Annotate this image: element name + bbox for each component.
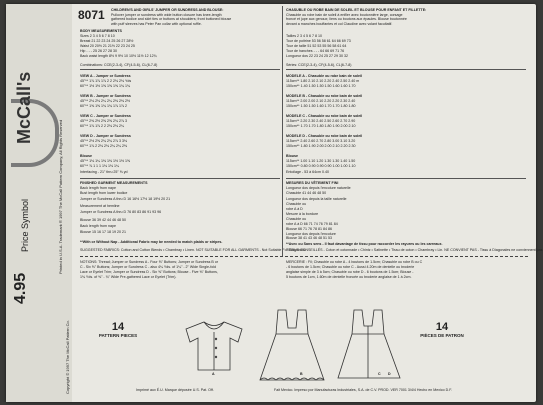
fr-view: MODELE A - Chasuble ou robe bain de soleil xyxy=(286,74,363,78)
eng-notions: Lace or Eyelet Trim; Jumper or Sundress D - Six ⅝" Buttons; Blouse - Five ⅜" Buttons, xyxy=(80,270,218,274)
divider xyxy=(286,178,526,179)
fr-notions: anglaise simple de 3 à 5cm; Chasuble ou robe D - 6 boutons de 1.5cm; Blouse - xyxy=(286,270,414,274)
eng-measure-row: Hip - - - 25 26 27 28 30 xyxy=(80,49,117,53)
eng-desc-1: Pullover jumper or sundress with wide button closure has knee-length xyxy=(111,12,222,17)
eng-view: Blouse xyxy=(80,154,92,158)
eng-measure-row: Back waist length 8½ 9 9½ 10 10½ 11½ 12 12¾ xyxy=(80,54,157,58)
fr-view: 115cm** 2.00 2.00 2.10 2.20 2.20 2.30 2.40 xyxy=(286,99,356,103)
fr-finished-row: Longueur dos depuis la taille naturelle xyxy=(286,197,347,201)
fr-desc-3: devant a manches bouffantes et col Claudine avec volant facultatif. xyxy=(286,21,393,26)
fr-measure-row: Tour de poitrine 53 56 58 61 64 66 69 73 xyxy=(286,39,351,43)
fr-finished-row: Chasuble ou xyxy=(286,202,307,206)
fr-view: 150cm** 1.80 1.90 2.00 2.00 2.10 2.20 2.30 xyxy=(286,144,356,148)
eng-finished-head: FINISHED GARMENT MEASUREMENTS xyxy=(80,181,148,185)
fr-view: MODELE C - Chasuble ou robe bain de soleil xyxy=(286,114,363,118)
fr-view: 115cm** 1.80 2.10 2.10 2.20 2.40 2.50 2.40 m xyxy=(286,79,360,83)
view-label-a: A xyxy=(212,372,215,376)
eng-notions: NOTIONS: Thread; Jumper or Sundress A - Four ⅝" Buttons; Jumper or Sundress B or xyxy=(80,260,219,264)
divider xyxy=(80,178,280,179)
blouse-drawing xyxy=(186,322,242,370)
view-label-d: D xyxy=(388,372,391,376)
eng-view: 60"** ⅞ 1 1 1 1⅛ 1⅛ 1¼ xyxy=(80,164,120,168)
eng-suggested-fabrics: SUGGESTED FABRICS: Cotton and Cotton Blends • Chambray • Linen. NOT SUITABLE FOR ALL GARMENTS - Not Suitable For Diagonals. xyxy=(80,248,306,252)
fr-notions: MERCERIE : Fil; Chasuble ou robe A - 4 boutons de 1.5cm; Chasuble ou robe B ou C xyxy=(286,260,423,264)
column-divider xyxy=(282,6,283,256)
footer-fr: Fait Mexico. Impreso por Manufacturas Industriales, S.A. de C.V. PROD. VER 7001 3/4/4 Hecho en Mexico D.F. xyxy=(274,388,453,392)
eng-desc-2: gathered bodice and skirt ties or buttons at shoulders; front buttoned blouse xyxy=(111,17,232,21)
eng-notions: C - Six ⅝" Buttons; Jumper or Sundress C - also 4¼ Yds. of 1¼" - 2" Wide Single-fold xyxy=(80,265,216,269)
fr-sizes-row: Tailles 2 3 4 5 6 7 8 10 xyxy=(286,34,322,38)
fr-measure-row: Tour de hanches - - - 64 66 69 71 76 xyxy=(286,49,345,53)
fr-pieces-count: 14 xyxy=(435,321,449,333)
eng-measure-row: Breast 21 22 23 24 25 26 27 28½ xyxy=(80,39,134,43)
eng-notions: 1¾ Yds. of ⅜" - ¾" Wide Pre-gathered Lace or Eyelet (Trim). xyxy=(80,275,177,279)
view-drawings xyxy=(156,304,406,384)
fr-nap-note: **Avec ou Sans sens - Il faut davantage de tissu pour raccorder les rayures ou les carreaux. xyxy=(286,242,443,246)
eng-nap-note: **With or Without Nap - Additional Fabric may be needed to match plaids or stripes. xyxy=(80,240,223,244)
eng-view: Interfacing - 21" thru 25" ⅜ yd xyxy=(80,170,128,174)
fr-series: Séries: CCE(2-3-4), CF(4-5-6), CL(6-7-8) xyxy=(286,63,352,67)
eng-view: VIEW D - Jumper or Sundress xyxy=(80,134,131,138)
dress-drawing-back xyxy=(338,310,400,378)
eng-measure-row: Waist 20 20½ 21 21½ 22 23 24 25 xyxy=(80,44,135,48)
view-label-b: B xyxy=(300,372,303,376)
cut-line xyxy=(80,256,528,257)
eng-view: 60"** 1⅝ 1⅝ 1¾ 1¾ 1⅞ 1⅞ 2 xyxy=(80,104,128,108)
fr-suggested-fabrics: TISSUS CONSEILLÉS - Coton et cotonnade • Chintz • Satinette • Tissu de coton • Chambray • Lin. NE CONVIENT PAS - Tissu à Diagonales ne conviennent pas. xyxy=(286,248,543,252)
eng-view: 60"** 1⅞ 2 2⅛ 2⅛ 2¼ 2¼ 2⅜ xyxy=(80,144,128,148)
fr-view: 115cm** 2.40 2.60 2.70 2.80 3.00 3.10 3.20 xyxy=(286,139,356,143)
fr-finished-head: MESURES DU VÊTEMENT FINI xyxy=(286,181,339,185)
eng-finished-row: Bust length from lower bodice xyxy=(80,191,128,195)
fr-view: 150cm** 1.50 1.50 1.60 1.70 1.70 1.80 1.80 xyxy=(286,104,356,108)
eng-desc-3: with puff sleeves has Peter Pan collar with optional ruffle. xyxy=(111,21,202,26)
eng-view: 45"** 1⅞ 1⅞ 1⅞ 2 2 2⅛ 2⅛ Yds xyxy=(80,79,132,83)
copyright-text: Copyright © 1997 The McCall Pattern Co. xyxy=(65,320,70,394)
fr-finished-row: Chasuble ou xyxy=(286,217,307,221)
eng-pieces-count: 14 xyxy=(111,321,125,333)
fr-view: MODELE D - Chasuble ou robe bain de soleil xyxy=(286,134,363,138)
fr-view: 115cm** 1.00 1.10 1.20 1.30 1.30 1.40 1.50 xyxy=(286,159,356,163)
fr-finished-row: Longueur dos depuis l'encolure naturelle xyxy=(286,186,351,190)
fr-view: MODELE B - Chasuble ou robe bain de soleil xyxy=(286,94,363,98)
footer-eng: Imprimé aux É.U. Marque déposée U.S. Pat. Off. xyxy=(136,388,214,392)
fr-notions: - 6 boutons de 1.5cm; Chasuble ou robe C - Aussi 4.20m de dentelle ou broderie xyxy=(286,265,415,269)
fr-measure-row: Tour de taille 51 52 53 55 56 58 61 64 xyxy=(286,44,347,48)
eng-view: VIEW C - Jumper or Sundress xyxy=(80,114,131,118)
fr-finished-row: Blouse 66 71 76 78 81 84 86 xyxy=(286,227,332,231)
eng-finished-row: Jumper or Sundress A thru D 76 80 83 86 91 93 96 xyxy=(80,210,162,214)
fr-finished-row: robe A à D xyxy=(286,207,303,211)
dress-drawing-front xyxy=(260,310,324,380)
eng-combinations: Combinations: CCE(2-3-4), CF(4-5-6), CL(6-7-8) xyxy=(80,63,158,67)
fr-finished-row: robe A à D 66 71 74 76 79 81 84 xyxy=(286,222,338,226)
fr-view: 150cm** 1.40 1.50 1.50 1.50 1.60 1.60 1.70 xyxy=(286,84,356,88)
eng-finished-row: Jumper or Sundress A thru D 16 16½ 17½ 18 19½ 20 21 xyxy=(80,197,171,201)
pattern-number: 8071 xyxy=(78,8,105,22)
fr-desc-2: froncé et jupe aux genoux; liens ou boutons aux épaules. Blouse boutonnée xyxy=(286,17,407,21)
fr-pattern-pieces xyxy=(420,322,464,338)
eng-title: CHILDREN'S AND GIRLS' JUMPER OR SUNDRESS AND BLOUSE: xyxy=(111,8,224,12)
eng-finished-row: Back length from nape xyxy=(80,224,116,228)
divider xyxy=(80,69,280,70)
legal-text: Printed in U.S.A. Trademark ® 1997 The McCall Pattern Company, All Rights Reserved xyxy=(58,119,63,274)
fr-notions: 5 boutons de 1cm, 1.60m de dentelle froncée ou broderie anglaise de 1 à 2cm. xyxy=(286,275,412,279)
eng-view: 45"** 1⅛ 1¼ 1⅜ 1⅜ 1½ 1½ 1⅝ xyxy=(80,159,131,163)
eng-view: 45"** 2½ 2⅝ 2¾ 2¾ 2⅞ 3 3⅛ xyxy=(80,139,128,143)
eng-view: 45"** 2⅜ 2½ 2⅝ 2⅝ 2¾ 2⅞ 3 xyxy=(80,119,128,123)
fr-finished-row: Longueur dos depuis l'encolure xyxy=(286,232,336,236)
eng-pieces-label: PATTERN PIECES xyxy=(98,333,138,338)
eng-sizes-row: Sizes 2 3 4 5 6 7 8 10 xyxy=(80,34,115,38)
fr-measure-row: Longueur dos 22 23 24 25 27 29 30 32 xyxy=(286,54,348,58)
price-symbol-label: Price Symbol xyxy=(20,198,30,252)
fr-view: Entoilage - 53 à 64cm 0.40 xyxy=(286,170,329,174)
pattern-envelope-back xyxy=(6,4,543,402)
fr-finished-row: Chasuble 41 44 46 48 50 xyxy=(286,191,327,195)
fr-view: 115cm** 2.20 2.30 2.40 2.50 2.60 2.70 2.90 xyxy=(286,119,356,123)
eng-finished-row: Blouse 15 16 17 18 19 20 21 xyxy=(80,230,126,234)
fr-view: 150cm** 1.70 1.70 1.80 1.80 1.90 2.00 2.10 xyxy=(286,124,356,128)
eng-view: VIEW A - Jumper or Sundress xyxy=(80,74,131,78)
fr-pieces-label: PIÈCES DE PATRON xyxy=(420,333,464,338)
fr-finished-row: Mesure à la bordure xyxy=(286,212,319,216)
price-code: 4.95 xyxy=(12,272,29,304)
eng-finished-row: Back length from nape xyxy=(80,186,116,190)
fr-view: Blouse xyxy=(286,154,298,158)
eng-measure-head: BODY MEASUREMENTS xyxy=(80,29,122,33)
fr-title: CHASUBLE OU ROBE BAIN DE SOLEIL ET BLOUSE POUR ENFANT ET FILLETTE: xyxy=(286,8,427,12)
eng-view: 60"** 1½ 1½ 1⅝ 1⅝ 1⅝ 1¾ 1¾ xyxy=(80,84,131,88)
eng-view: 45"** 2⅛ 2⅛ 2¼ 2¼ 2⅜ 2⅜ 2½ xyxy=(80,99,131,103)
view-label-c: C xyxy=(378,372,381,376)
brand-logo: McCall's xyxy=(14,71,34,144)
fr-finished-row: Blouse 38 41 43 46 48 51 53 xyxy=(286,236,332,240)
eng-view: 60"** 1⅞ 1⅞ 2 2 2⅛ 2⅛ 2¼ xyxy=(80,124,125,128)
eng-finished-row: Blouse 36 39 42 44 46 48 50 xyxy=(80,218,126,222)
divider xyxy=(286,69,526,70)
eng-view: VIEW B - Jumper or Sundress xyxy=(80,94,131,98)
fr-view: 150cm** 0.80 0.90 0.90 0.90 1.00 1.00 1.10 xyxy=(286,164,356,168)
eng-pattern-pieces xyxy=(96,322,140,338)
fr-desc-1: Chasuble ou robe bain de soleil à enfiler avec boutonnière large, corsage xyxy=(286,12,403,17)
eng-finished-row: Measurement at hemline xyxy=(80,204,120,208)
